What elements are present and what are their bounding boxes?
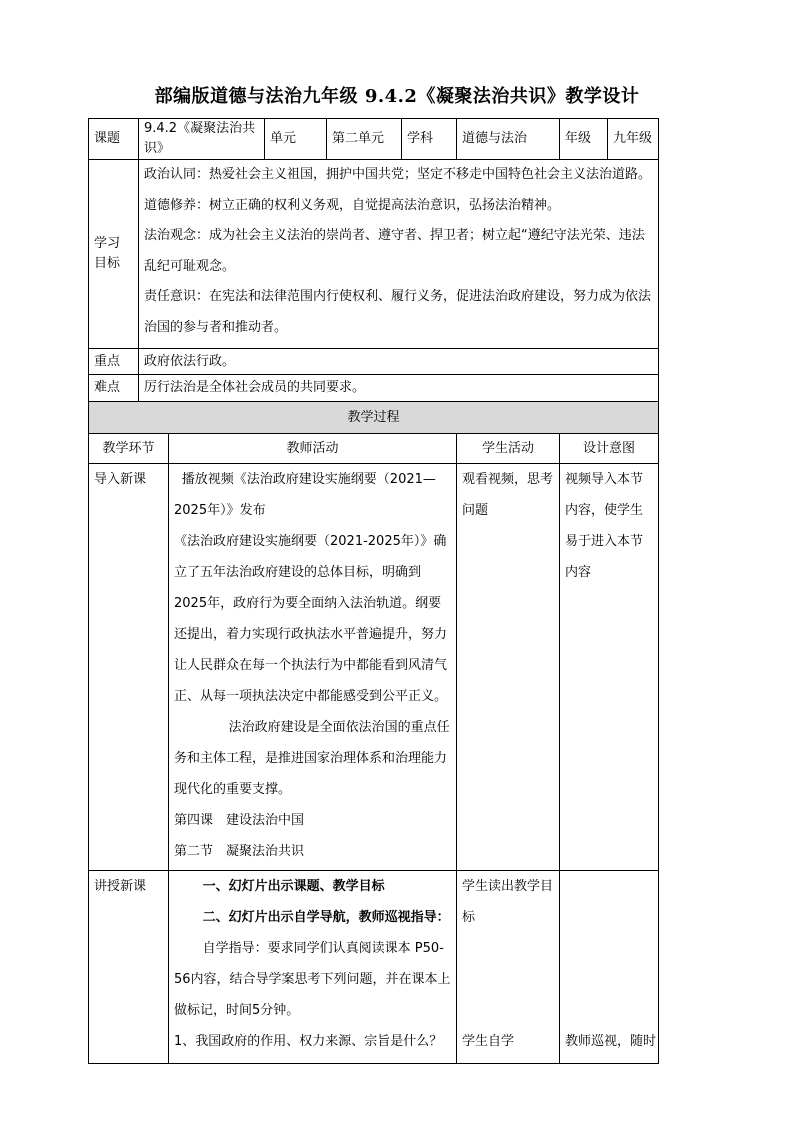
intro-section-title: 第二节 凝聚法治共识 bbox=[174, 844, 305, 859]
key-point-value: 政府依法行政。 bbox=[139, 349, 659, 375]
objective-moral: 道德修养：树立正确的权利义务观，自觉提高法治意识，弘扬法治精神。 bbox=[144, 197, 561, 213]
new-step-one: 一、幻灯片出示课题、教学目标 bbox=[202, 879, 385, 894]
course-value: 9.4.2《凝聚法治共识》 bbox=[139, 119, 265, 160]
intro-significance-paragraph: 法治政府建设是全面依法治国的重点任务和主体工程，是推进国家治理体系和治理能力现代化的重要支撑。 bbox=[174, 720, 450, 797]
intro-student-activity: 观看视频，思考问题 bbox=[462, 472, 554, 518]
difficulty-value: 厉行法治是全体社会成员的共同要求。 bbox=[139, 375, 659, 402]
subject-value: 道德与法治 bbox=[457, 119, 560, 160]
new-design-intent: 教师巡视，随时 bbox=[565, 1034, 657, 1049]
intro-outline-paragraph: 《法治政府建设实施纲要（2021-2025年）》确立了五年法治政府建设的总体目标，明确到2025年，政府行为要全面纳入法治轨道。纲要还提出，着力实现行政执法水平普遍提升，努力让人民群众在每一个执法行为中都能看到风清气正、从每一项执法决定中都能感受到公平正义。 bbox=[174, 534, 448, 704]
key-point-label: 重点 bbox=[89, 349, 139, 375]
new-step-two: 二、幻灯片出示自学导航，教师巡视指导： bbox=[202, 910, 450, 925]
lesson-plan-table bbox=[88, 118, 659, 1064]
difficulty-label: 难点 bbox=[89, 375, 139, 402]
col-stage-header: 教学环节 bbox=[89, 434, 169, 464]
new-stage: 讲授新课 bbox=[89, 871, 169, 1064]
intro-stage: 导入新课 bbox=[89, 464, 169, 871]
col-teacher-header: 教师活动 bbox=[169, 434, 457, 464]
objective-responsibility: 责任意识：在宪法和法律范围内行使权利、履行义务，促进法治政府建设，努力成为依法治国的参与者和推动者。 bbox=[144, 289, 652, 335]
new-self-study-guide: 自学指导：要求同学们认真阅读课本 P50-56内容，结合导学案思考下列问题，并在课本上做标记，时间5分钟。 bbox=[174, 941, 451, 1018]
grade-label: 年级 bbox=[560, 119, 608, 160]
intro-lesson-title: 第四课 建设法治中国 bbox=[174, 813, 305, 828]
intro-video-line: 播放视频《法治政府建设实施纲要（2021—2025年）》发布 bbox=[174, 472, 436, 518]
course-label: 课题 bbox=[89, 119, 139, 160]
grade-value: 九年级 bbox=[608, 119, 659, 160]
intro-design-intent: 视频导入本节内容，使学生易于进入本节内容 bbox=[565, 472, 644, 580]
col-intent-header: 设计意图 bbox=[560, 434, 659, 464]
objective-political: 政治认同：热爱社会主义祖国，拥护中国共党；坚定不移走中国特色社会主义法治道路。 bbox=[144, 167, 652, 182]
new-student-activity-2: 学生自学 bbox=[462, 1034, 515, 1049]
process-section-title: 教学过程 bbox=[89, 402, 659, 434]
objectives-label: 学习目标 bbox=[89, 160, 139, 349]
subject-label: 学科 bbox=[402, 119, 457, 160]
document-title: 部编版道德与法治九年级 9.4.2《凝聚法治共识》教学设计 bbox=[154, 86, 640, 107]
unit-value: 第二单元 bbox=[327, 119, 402, 160]
new-student-activity-1: 学生读出教学目标 bbox=[462, 879, 554, 925]
objective-legal: 法治观念：成为社会主义法治的崇尚者、遵守者、捍卫者；树立起“遵纪守法光荣、违法乱纪可耻观念。 bbox=[144, 228, 645, 274]
unit-label: 单元 bbox=[265, 119, 327, 160]
col-student-header: 学生活动 bbox=[457, 434, 560, 464]
new-question-one: 1、我国政府的作用、权力来源、宗旨是什么？ bbox=[174, 1034, 443, 1049]
